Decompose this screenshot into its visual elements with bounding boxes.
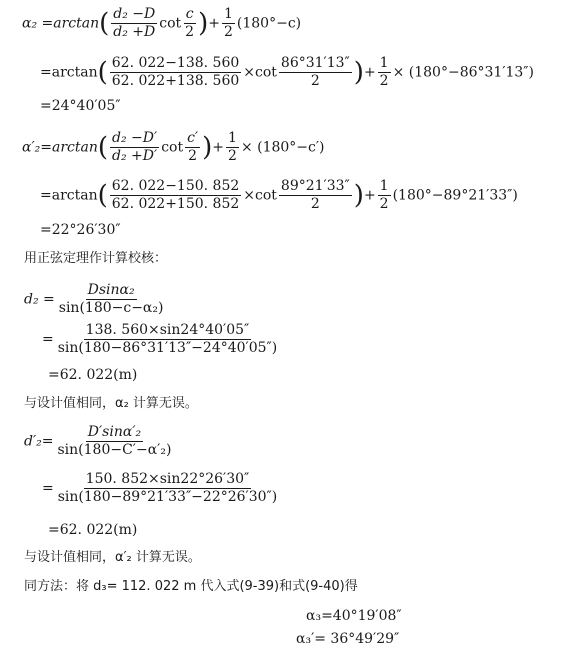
alpha2-sub-fraction-1: $\frac{62. 022-138. 560}{62. 022+138. 560}$ [111, 55, 240, 89]
alpha2-sub-half: $\frac{1}{2}$ [379, 55, 389, 89]
alpha2-fraction-2: $\frac{c}{2}$ [185, 6, 195, 40]
alpha2-prime-half: $\frac{1}{2}$ [228, 130, 237, 164]
d2-lhs: d₂ = [24, 291, 55, 308]
d2-prime-lhs: d′₂= [24, 433, 54, 450]
alpha2-prime-lhs: α′₂=arctan [22, 139, 98, 156]
check-note-2: 与设计值相同，α′₂ 计算无误。 [24, 550, 201, 565]
d2-prime-fraction-1: $\frac{\text{D′sinα′₂}}{\text{sin(180−C′−α′₂)}}$ [57, 424, 172, 458]
alpha2-prime-fraction-2: $\frac{c'}{2}$ [187, 130, 199, 164]
alpha2-sub-fraction-2: $\frac{86^\circ 31'13''}{2}$ [280, 55, 350, 89]
alpha2-prime-substitution-line: =arctan( $\frac{62. 022-150. 852}{62. 022+150. 852}$ ×cot $\frac{89^\circ 21'33''}{2}$ )+ $\frac{1}{2}$ (180°−89°21′33″) [40, 178, 518, 212]
alpha2-prime-fraction-1: $\frac{\text{d₂ −D′}}{\text{d₂ +D′}}$ [112, 130, 158, 164]
alpha3-prime-result: α₃′= 36°49′29″ [296, 631, 400, 647]
alpha2-fraction-1: $\frac{\text{d₂ −D}}{\text{d₂ +D}}$ [113, 6, 156, 40]
alpha2-prime-formula-line: α′₂=arctan( $\frac{\text{d₂ −D′}}{\text{d₂ +D′}}$ cot $\frac{c'}{2}$ )+ $\frac{1}{2}$ × (180°−c′) [22, 130, 325, 164]
alpha2-substitution-line: =arctan( $\frac{62. 022-138. 560}{62. 022+138. 560}$ ×cot $\frac{86^\circ 31'13''}{2}$ )+ $\frac{1}{2}$ × (180°−86°31′13″) [40, 55, 535, 89]
d2-fraction-1: $\frac{\text{Dsinα₂}}{\text{sin(180−c−α₂)}}$ [58, 282, 164, 316]
d2-formula-line [24, 282, 167, 317]
alpha2-half: $\frac{1}{2}$ [223, 6, 233, 40]
alpha3-result: α₃=40°19′08″ [306, 608, 402, 624]
alpha2-prime-sub-half: $\frac{1}{2}$ [379, 178, 389, 212]
alpha2-prime-result: =22°26′30″ [40, 222, 121, 238]
d2-substitution-line: = $\frac{138. 560\times\sin 24^\circ 40'05''}{\sin(180-86^\circ 31'13''-24^\circ 40'05'')}$ [42, 322, 278, 356]
check-heading: 用正弦定理作计算校核： [24, 251, 168, 266]
d2-prime-result: =62. 022(m) [48, 522, 138, 538]
alpha2-lhs: α₂ =arctan [22, 15, 100, 32]
d2-result: =62. 022(m) [48, 367, 138, 383]
alpha2-formula-line: α₂ =arctan( $\frac{\text{d₂ −D}}{\text{d₂ +D}}$ cot $\frac{c}{2}$ )+ $\frac{1}{2}$ (180°−c) [22, 6, 302, 40]
alpha2-prime-sub-fraction-1: $\frac{62. 022-150. 852}{62. 022+150. 852}$ [111, 178, 240, 212]
d2-prime-fraction-2: $\frac{150. 852\times\sin 22^\circ 26'30''}{\sin(180-89^\circ 21'33''-22^\circ 26'30'')}$ [57, 471, 278, 505]
d2-prime-formula-line [24, 424, 175, 459]
alpha2-result: =24°40′05″ [40, 98, 121, 114]
check-note-1: 与设计值相同，α₂ 计算无误。 [24, 396, 198, 411]
same-method-line: 同方法：将 d₃= 112. 022 m 代入式(9-39)和式(9-40)得 [24, 579, 358, 594]
d2-prime-substitution-line: = $\frac{150. 852\times\sin 22^\circ 26'30''}{\sin(180-89^\circ 21'33''-22^\circ 26'30'')}$ [42, 471, 278, 505]
d2-fraction-2: $\frac{138. 560\times\sin 24^\circ 40'05''}{\sin(180-86^\circ 31'13''-24^\circ 40'05'')}$ [57, 322, 278, 356]
alpha2-prime-sub-fraction-2: $\frac{89^\circ 21'33''}{2}$ [280, 178, 350, 212]
